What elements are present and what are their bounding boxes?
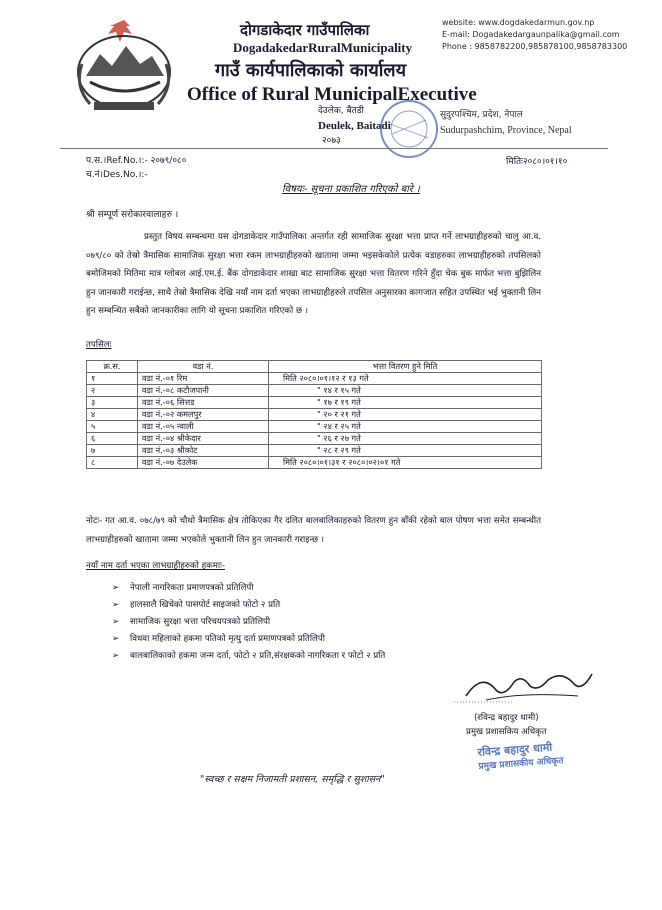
phone: Phone : 9858782200,985878100,9858783300 — [442, 42, 628, 51]
office-seal — [378, 98, 440, 160]
cell-date: " १४ र १५ गते — [269, 385, 542, 397]
list-item — [112, 597, 385, 614]
footer-motto: "स्वच्छ र सक्षम निजामती प्रशासन, समृद्धि र सुशासन" — [200, 774, 385, 785]
cell-date: " १७ र १९ गते — [269, 397, 542, 409]
cell-serial: २ — [87, 385, 138, 397]
stamp-title: प्रमुख प्रशासकीय अधिकृत — [478, 756, 564, 772]
email[interactable]: E-mail: Dogadakedargaunpalika@gmail.com — [442, 30, 620, 39]
table-header-row — [87, 361, 542, 373]
location-np: देउलेक, बैतडी — [318, 106, 364, 116]
note-paragraph: नोटः- गत आ.व. ०७८/७९ को चौथो त्रैमासिक क्षेत्र तोकिएका गैर दलित बालबालिकाहरुको वितरण हुन बाँकी रहेको बाल पोषण भत्ता समेत सम्बन्धीत लाभग्राहीहरुको खातामा जम्मा भएकोले भुक्तानी लिन हुन जानकारी गराइन्छ । — [86, 516, 541, 545]
stamp-name: रविन्द्र बहादुर धामी — [477, 740, 553, 759]
list-item — [112, 631, 385, 648]
documents-title: नयाँ नाम दर्ता भएका लाभग्राहीहरुको हकमाः- — [86, 561, 225, 571]
emblem-logo — [68, 16, 180, 116]
province-np: सुदुरपश्चिम, प्रदेश, नेपाल — [440, 110, 523, 120]
body-paragraph: प्रस्तुत विषय सम्बन्धमा यस दोगडाकेदार गाउँपालिका अन्तर्गत रही सामाजिक सुरक्षा भत्ता प्राप्त गर्ने लाभग्राहीहरुको चालु आ.व. ०७९/८० को तेस्रो त्रैमासिक सामाजिक सुरक्षा भत्ता रकम लाभग्राहीहरुको खातामा जम्मा भइसकेकोले प्रत्येक वडाहरुका लाभग्राहीहरुको तपसिलको बमोजिमको मितिमा मात्र ग्लोबल आई.एम.ई. बैंक दोगडाकेदार शाखा बाट सामाजिक सुरक्षा भत्ता वितरण गरिने हुँदा चेक बुक मार्फत भत्ता बुझिलिन हुन जानकारी गराईन्छ, साथै तेस्रो त्रैमासिक देखि नयाँ नाम दर्ता भएका लाभग्राहीहरुले तपसिल अनुसारका कागजात सहित उपस्थित भई भुक्तानी लिन हुन सम्बन्धित सबैको जानकारीका लागि यो सूचना प्रकाशित गरिएको छ । — [86, 232, 541, 316]
website[interactable]: website: www.dogdakedarmun.gov.np — [442, 18, 595, 27]
cell-serial: ६ — [87, 433, 138, 445]
schedule-title: तपसिलः — [86, 340, 112, 350]
list-item-text: सामाजिक सुरक्षा भत्ता परिचयपत्रको प्रतिलिपी — [130, 617, 271, 627]
list-item-text: हालसालै खिचेको पासपोर्ट साइजको फोटो २ प्रति — [130, 600, 281, 610]
table-row — [87, 397, 542, 409]
cell-ward: वडा नं.-०२ कमलपुर — [138, 409, 269, 421]
np-office-title: गाउँ कार्यपालिकाको कार्यालय — [215, 60, 407, 81]
cell-ward: वडा नं.-०७ देउलेक — [138, 457, 269, 469]
cell-date: " २८ र २९ गते — [269, 445, 542, 457]
col-ward: वडा नं. — [138, 361, 269, 373]
arrow-bullet-icon: ➢ — [112, 600, 120, 610]
list-item-text: बालबालिकाको हकमा जन्म दर्ता, फोटो २ प्रति,संरक्षकको नागरिकता र फोटो २ प्रति — [130, 651, 386, 661]
table-row — [87, 433, 542, 445]
table-row — [87, 385, 542, 397]
established-year: २०७३ — [322, 136, 341, 146]
cell-date: मिति २०८०।०१।१२ र १३ गते — [269, 373, 542, 385]
cell-date: " २० र २१ गते — [269, 409, 542, 421]
distribution-schedule-table — [86, 360, 542, 469]
cell-date: मिति २०८०।०१।३१ र २०८०।०२।०१ गते — [269, 457, 542, 469]
cell-ward: वडा नं.-०३ श्रीकोट — [138, 445, 269, 457]
cell-serial: १ — [87, 373, 138, 385]
col-date: भत्ता वितरण हुने मिति — [269, 361, 542, 373]
location-right — [440, 108, 572, 138]
list-item — [112, 648, 385, 665]
np-municipality-title: दोगडाकेदार गाउँपालिका — [240, 21, 370, 39]
list-item-text: विधवा महिलाको हकमा पतिको मृत्यु दर्ता प्रमाणपत्रको प्रतिलिपी — [130, 634, 325, 644]
col-serial: क्र.स. — [87, 361, 138, 373]
handwritten-signature — [452, 662, 602, 706]
table-row — [87, 373, 542, 385]
dispatch-number: च.नं।Des.No.।:- — [86, 170, 148, 180]
cell-ward: वडा नं.-०१ रिम — [138, 373, 269, 385]
arrow-bullet-icon: ➢ — [112, 651, 120, 661]
header-divider — [60, 148, 608, 149]
subject-line: विषयः- सूचना प्रकाशित गरिएको बारे । — [282, 184, 420, 195]
table-row — [87, 409, 542, 421]
table-row — [87, 445, 542, 457]
en-municipality-title: DogadakedarRuralMunicipality — [233, 40, 413, 55]
cell-date: " २६ र २७ गते — [269, 433, 542, 445]
cell-serial: ४ — [87, 409, 138, 421]
list-item-text: नेपाली नागरिकता प्रमाणपत्रको प्रतिलिपी — [130, 583, 254, 593]
cell-ward: वडा नं.-०८ कटौजपानी — [138, 385, 269, 397]
cell-serial: ३ — [87, 397, 138, 409]
cell-serial: ५ — [87, 421, 138, 433]
list-item — [112, 614, 385, 631]
table-row — [87, 421, 542, 433]
cell-date: " २४ र २५ गते — [269, 421, 542, 433]
arrow-bullet-icon: ➢ — [112, 617, 120, 627]
letter-date: मितिः२०८०।०१।१० — [506, 157, 568, 167]
signatory-title: प्रमुख प्रशासकिय अधिकृत — [466, 727, 547, 737]
cell-ward: वडा नं.-०६ सित्तड — [138, 397, 269, 409]
list-item — [112, 580, 385, 597]
contact-block — [442, 17, 627, 53]
en-office-title: Office of Rural MunicipalExecutive — [187, 84, 477, 105]
reference-block — [86, 154, 186, 182]
cell-ward: वडा नं.-०४ श्रीकेदार — [138, 433, 269, 445]
name-stamp — [477, 739, 564, 775]
arrow-bullet-icon: ➢ — [112, 583, 120, 593]
arrow-bullet-icon: ➢ — [112, 634, 120, 644]
table-row — [87, 457, 542, 469]
signatory-block — [466, 711, 547, 739]
ref-number: प.स.।Ref.No.।:- २०७९/०८० — [86, 156, 187, 166]
required-documents-list — [112, 580, 385, 665]
salutation: श्री सम्पूर्ण सरोकारवालाहरु । — [86, 210, 179, 220]
cell-serial: ७ — [87, 445, 138, 457]
province-en: Sudurpashchim, Province, Nepal — [440, 125, 572, 136]
location-en: Deulek, Baitadi — [318, 120, 391, 132]
signatory-name: (रविन्द्र बहादुर धामी) — [474, 713, 539, 723]
cell-serial: ८ — [87, 457, 138, 469]
cell-ward: वडा नं.-०५ न्वाली — [138, 421, 269, 433]
